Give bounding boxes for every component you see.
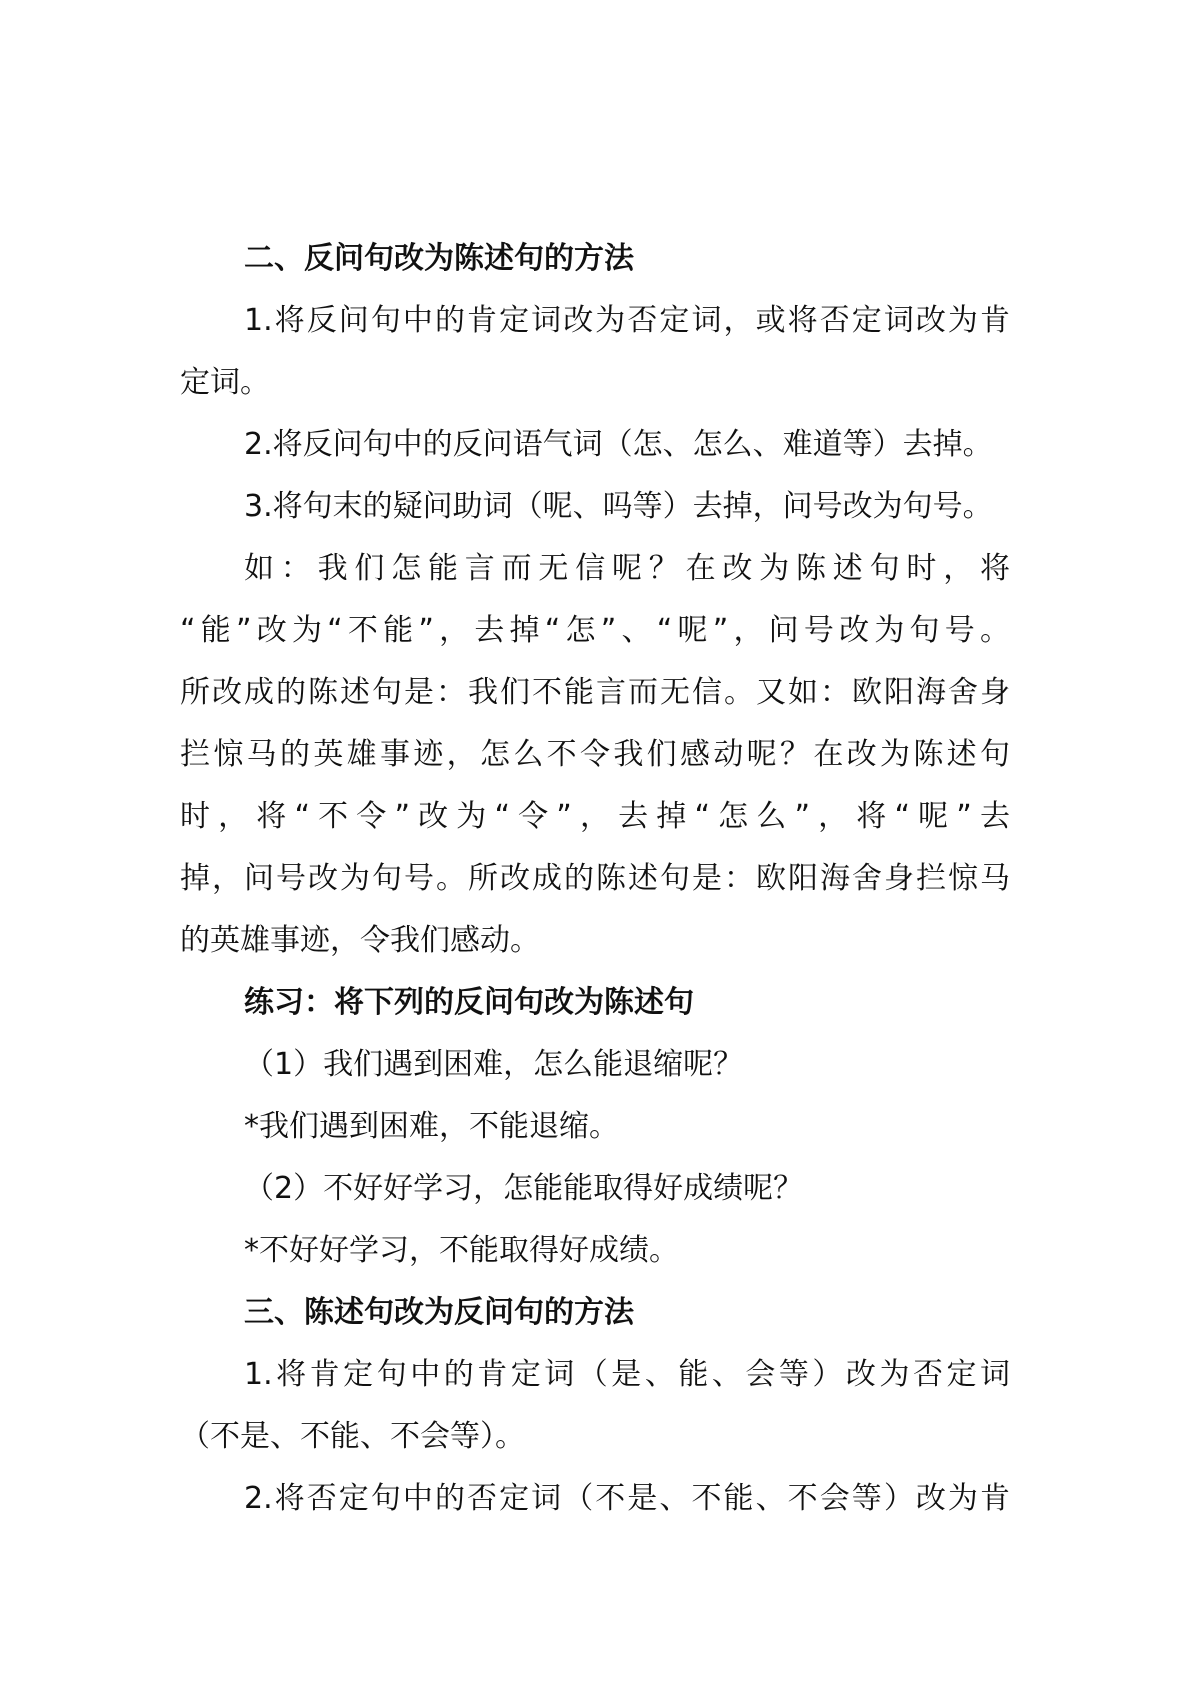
paragraph-line: 所改成的陈述句是：我们不能言而无信。又如：欧阳海舍身 [180,675,1010,710]
paragraph-line: 1.将反问句中的肯定词改为否定词，或将否定词改为肯 [244,303,1010,338]
paragraph-line: 2.将反问句中的反问语气词（怎、怎么、难道等）去掉。 [244,427,993,462]
paragraph-line: 3.将句末的疑问助词（呢、吗等）去掉，问号改为句号。 [244,489,993,524]
paragraph-line: 定词。 [180,365,270,400]
paragraph-line: 掉，问号改为句号。所改成的陈述句是：欧阳海舍身拦惊马 [180,861,1010,896]
section-heading: 二、反问句改为陈述句的方法 [244,241,634,276]
paragraph-line: 如：我们怎能言而无信呢？在改为陈述句时，将 [244,551,1010,586]
paragraph-line: 时，将“不令”改为“令”，去掉“怎么”，将“呢”去 [180,799,1010,834]
exercise-question: （2）不好好学习，怎能能取得好成绩呢？ [244,1171,804,1206]
paragraph-line: 拦惊马的英雄事迹，怎么不令我们感动呢？在改为陈述句 [180,737,1010,772]
paragraph-line: 的英雄事迹，令我们感动。 [180,923,540,958]
practice-heading: 练习：将下列的反问句改为陈述句 [244,985,694,1020]
paragraph-line: 2.将否定句中的否定词（不是、不能、不会等）改为肯 [244,1481,1010,1516]
paragraph-line: （不是、不能、不会等）。 [180,1419,525,1454]
exercise-answer: *我们遇到困难，不能退缩。 [244,1109,619,1144]
exercise-question: （1）我们遇到困难，怎么能退缩呢？ [244,1047,744,1082]
document-body [180,228,1010,1530]
paragraph-line: 1.将肯定句中的肯定词（是、能、会等）改为否定词 [244,1357,1010,1392]
section-heading: 三、陈述句改为反问句的方法 [244,1295,634,1330]
paragraph-line: “能”改为“不能”，去掉“怎”、“呢”，问号改为句号。 [180,613,1010,648]
exercise-answer: *不好好学习，不能取得好成绩。 [244,1233,679,1268]
